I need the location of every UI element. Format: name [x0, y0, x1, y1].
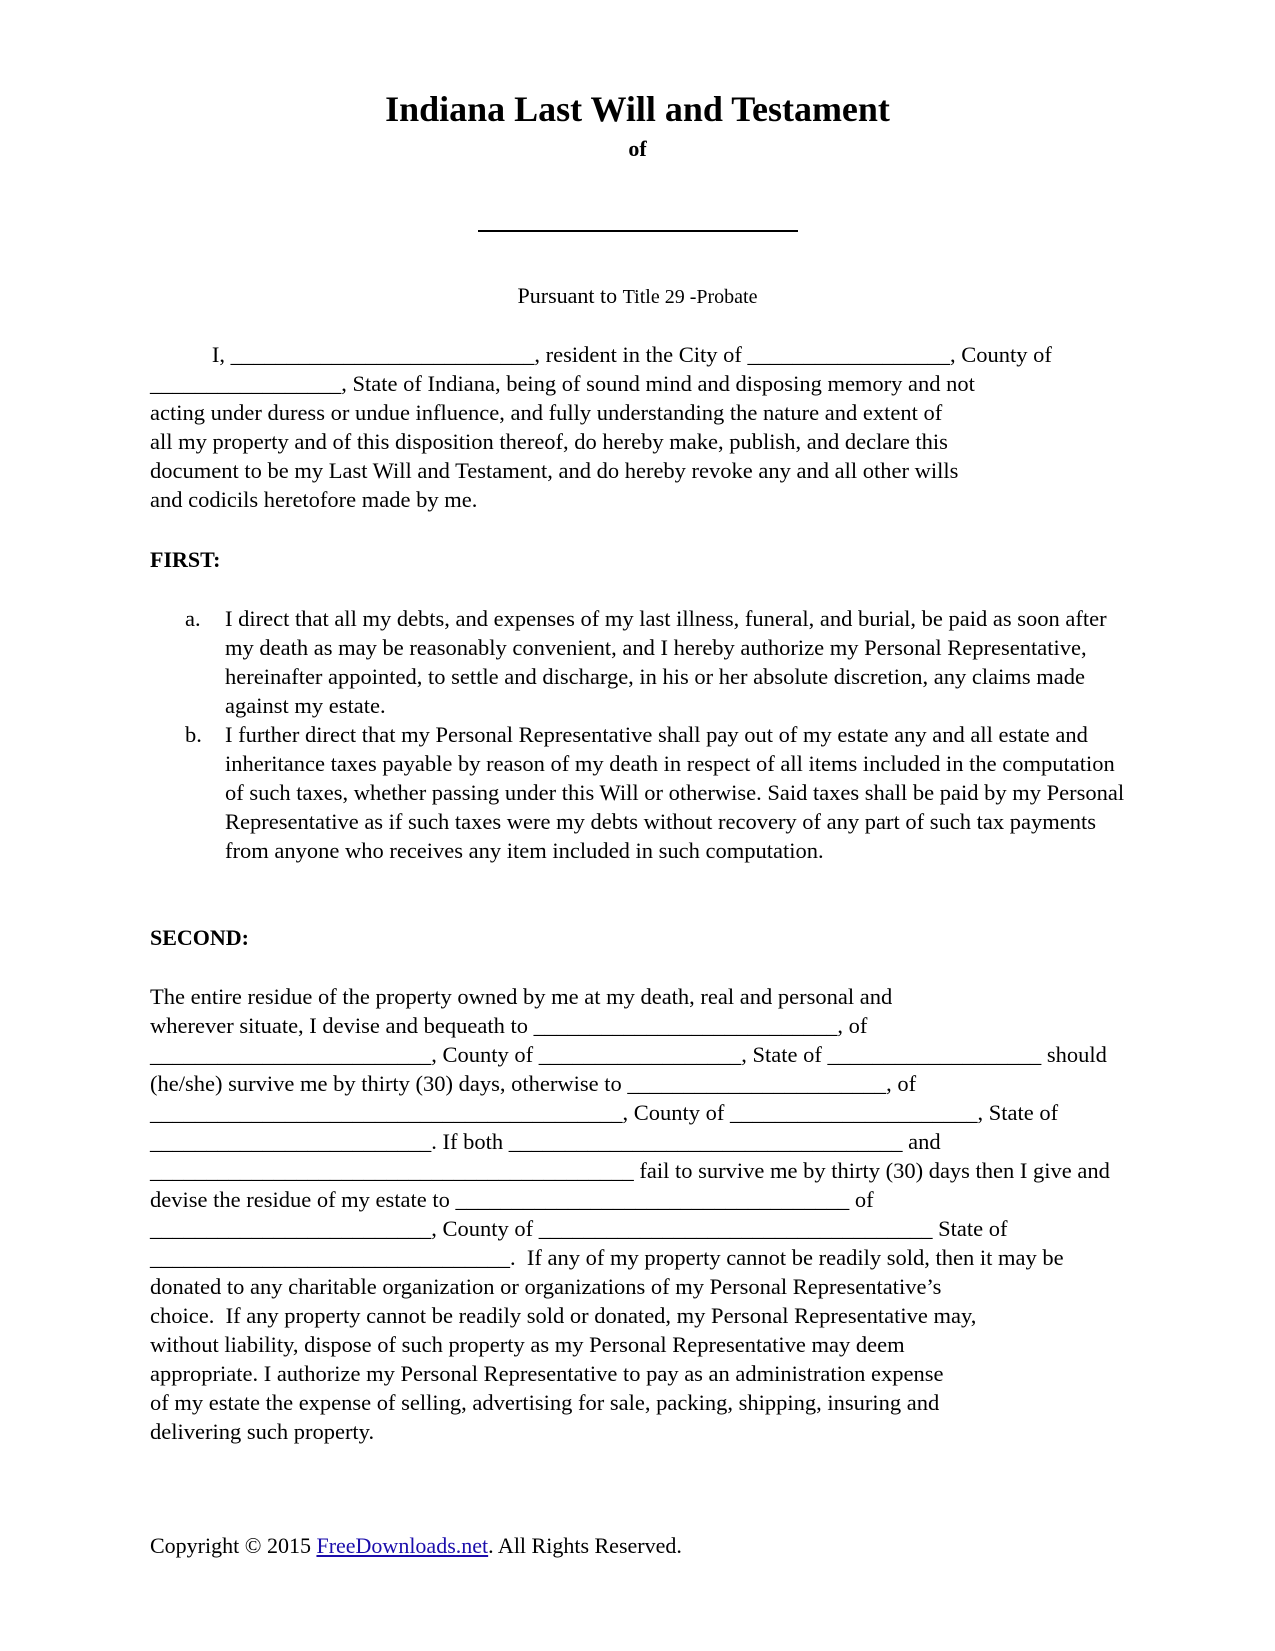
pursuant-prefix: Pursuant to: [517, 283, 623, 308]
copyright-prefix: Copyright © 2015: [150, 1533, 317, 1558]
residue-paragraph: [150, 982, 1125, 1446]
copyright-footer: [150, 1532, 682, 1560]
copyright-suffix: . All Rights Reserved.: [488, 1533, 682, 1558]
residue-line: _________________________, County of __________________, State of ___________________ should: [150, 1042, 1107, 1067]
residue-line: ___________________________________________ fail to survive me by thirty (30) days then I give and: [150, 1158, 1110, 1183]
first-heading: FIRST:: [150, 547, 221, 572]
intro-line: document to be my Last Will and Testament, and do hereby revoke any and all other wills: [150, 458, 959, 483]
residue-line: _________________________. If both ___________________________________ and: [150, 1129, 941, 1154]
document-title: Indiana Last Will and Testament: [385, 89, 890, 129]
residue-line: devise the residue of my estate to ___________________________________ of: [150, 1187, 874, 1212]
residue-line: wherever situate, I devise and bequeath to ___________________________, of: [150, 1013, 868, 1038]
intro-line: _________________, State of Indiana, being of sound mind and disposing memory and not: [150, 371, 975, 396]
first-list: [150, 604, 1125, 865]
residue-line: without liability, dispose of such property as my Personal Representative may deem: [150, 1332, 905, 1357]
freedownloads-link[interactable]: FreeDownloads.net: [316, 1533, 489, 1558]
list-item: [150, 604, 1125, 720]
residue-line: ________________________________. If any of my property cannot be readily sold, then it may be: [150, 1245, 1064, 1270]
testator-name-blank: [478, 230, 798, 232]
list-marker: a.: [185, 606, 201, 631]
residue-line: choice. If any property cannot be readily sold or donated, my Personal Representative may,: [150, 1303, 977, 1328]
residue-line: _________________________, County of ___________________________________ State of: [150, 1216, 1008, 1241]
residue-line: __________________________________________, County of ______________________, State of: [150, 1100, 1059, 1125]
residue-line: appropriate. I authorize my Personal Representative to pay as an administration expense: [150, 1361, 944, 1386]
second-heading: SECOND:: [150, 925, 250, 950]
residue-line: (he/she) survive me by thirty (30) days, otherwise to _______________________, of: [150, 1071, 917, 1096]
intro-line: all my property and of this disposition thereof, do hereby make, publish, and declare this: [150, 429, 948, 454]
list-item-text: I further direct that my Personal Representative shall pay out of my estate any and all estate and inheritance taxes payable by reason of my death in respect of all items included in the computation of such taxes, whether passing under this Will or otherwise. Said taxes shall be paid by my Personal Representative as if such taxes were my debts without recovery of any part of such tax payments from anyone who receives any item included in such computation.: [225, 722, 1125, 863]
list-item: [150, 720, 1125, 865]
document-subtitle: of: [628, 136, 647, 161]
intro-paragraph: [150, 340, 1125, 514]
pursuant-title: Title 29 -Probate: [622, 286, 758, 308]
residue-line: The entire residue of the property owned by me at my death, real and personal and: [150, 984, 893, 1009]
pursuant-line: [0, 282, 1275, 311]
list-marker: b.: [185, 722, 202, 747]
list-item-text: I direct that all my debts, and expenses of my last illness, funeral, and burial, be paid as soon after my death as may be reasonably convenient, and I hereby authorize my Personal Representative, hereinafter appointed, to settle and discharge, in his or her absolute discretion, any claims made against my estate.: [225, 606, 1107, 718]
residue-line: delivering such property.: [150, 1419, 375, 1444]
intro-line: I, ___________________________, resident in the City of __________________, County of: [150, 342, 1052, 367]
residue-line: of my estate the expense of selling, advertising for sale, packing, shipping, insuring and: [150, 1390, 940, 1415]
intro-line: acting under duress or undue influence, and fully understanding the nature and extent of: [150, 400, 943, 425]
intro-line: and codicils heretofore made by me.: [150, 487, 478, 512]
residue-line: donated to any charitable organization or organizations of my Personal Representative’s: [150, 1274, 942, 1299]
